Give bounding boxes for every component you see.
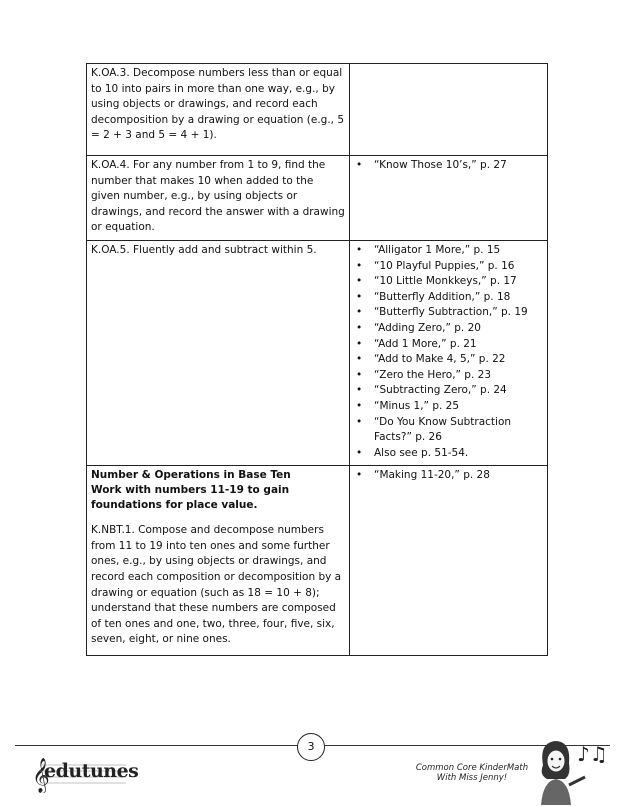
page-number: 3 bbox=[297, 733, 325, 761]
activity-item: • “Making 11-20,” p. 28 bbox=[354, 468, 543, 484]
tagline bbox=[402, 763, 542, 783]
activity-list bbox=[354, 158, 543, 174]
standard-text: K.OA.3. Decompose numbers less than or equal to 10 into pairs in more than one way, e.g., by using objects or drawings, and record each decomposition by a drawing or equation (e.g., 5 = 2 + 3 and 5 = 4 + 1). bbox=[91, 67, 345, 142]
cluster-heading: Work with numbers 11-19 to gain foundations for place value. bbox=[91, 484, 290, 512]
standard-text: K.OA.5. Fluently add and subtract within 5. bbox=[91, 243, 317, 256]
activity-item: • “Know Those 10’s,” p. 27 bbox=[354, 158, 543, 174]
activity-item: • “Subtracting Zero,” p. 24 bbox=[354, 383, 543, 399]
activity-item: • “10 Playful Puppies,” p. 16 bbox=[354, 259, 543, 275]
standard-text: K.NBT.1. Compose and decompose numbers from 11 to 19 into ten ones and some further ones, e.g., by using objects or drawings, and record each composition or decomposition by a drawing or equation (such as 18 = 10 + 8); understand that these numbers are composed of ten ones and one, two, three, four, five, six, seven, eight, or nine ones. bbox=[91, 524, 342, 646]
activity-item: • “Add 1 More,” p. 21 bbox=[354, 337, 543, 353]
standard-cell bbox=[87, 64, 350, 156]
music-notes-icon: ♪♫ bbox=[577, 742, 608, 766]
activity-list bbox=[354, 243, 543, 461]
activities-cell bbox=[350, 156, 548, 241]
activity-item: • “Zero the Hero,” p. 23 bbox=[354, 368, 543, 384]
activities-cell bbox=[350, 466, 548, 656]
activity-item: • “10 Little Monkkeys,” p. 17 bbox=[354, 274, 543, 290]
activity-item: • “Do You Know Subtraction Facts?” p. 26 bbox=[354, 415, 543, 446]
activity-item: • “Adding Zero,” p. 20 bbox=[354, 321, 543, 337]
logo-text: edutunes bbox=[44, 760, 139, 782]
standard-text: K.OA.4. For any number from 1 to 9, find the number that makes 10 when added to the given number, e.g., by using objects or drawings, and record the answer with a drawing or equation. bbox=[91, 159, 345, 234]
activity-item: • “Alligator 1 More,” p. 15 bbox=[354, 243, 543, 259]
standard-cell bbox=[87, 466, 350, 656]
standard-cell bbox=[87, 156, 350, 241]
table-row bbox=[87, 466, 548, 656]
standard-cell bbox=[87, 240, 350, 465]
tagline-line: Common Core KinderMath bbox=[415, 763, 529, 773]
activity-item: • “Butterfly Subtraction,” p. 19 bbox=[354, 305, 543, 321]
activities-cell bbox=[350, 64, 548, 156]
table-row bbox=[87, 156, 548, 241]
table-row bbox=[87, 64, 548, 156]
activity-item: • “Minus 1,” p. 25 bbox=[354, 399, 543, 415]
activity-item: • Also see p. 51-54. bbox=[354, 446, 543, 462]
activities-cell bbox=[350, 240, 548, 465]
activity-item: • “Add to Make 4, 5,” p. 22 bbox=[354, 352, 543, 368]
tagline-line: With Miss Jenny! bbox=[436, 773, 508, 783]
svg-text:𝄞: 𝄞 bbox=[32, 758, 50, 793]
table-row bbox=[87, 240, 548, 465]
activity-item: • “Butterfly Addition,” p. 18 bbox=[354, 290, 543, 306]
standards-table bbox=[86, 63, 548, 656]
domain-heading: Number & Operations in Base Ten bbox=[91, 469, 291, 482]
activity-list bbox=[354, 468, 543, 484]
